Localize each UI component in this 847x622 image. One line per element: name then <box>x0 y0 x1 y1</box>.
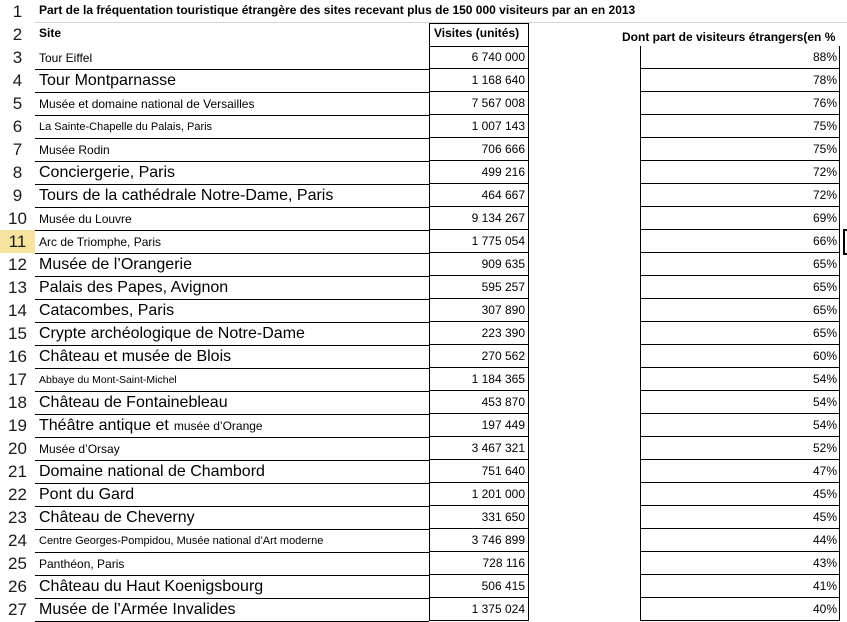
row-header[interactable]: 27 <box>0 598 35 621</box>
foreign-share-cell[interactable]: 60% <box>640 345 840 368</box>
site-cell[interactable]: Palais des Papes, Avignon <box>35 277 429 300</box>
visits-cell[interactable]: 6 740 000 <box>429 46 529 69</box>
foreign-share-cell[interactable]: 72% <box>640 184 840 207</box>
visits-cell[interactable]: 197 449 <box>429 414 529 437</box>
foreign-share-cell[interactable]: 45% <box>640 483 840 506</box>
row-header[interactable]: 24 <box>0 529 35 552</box>
row-header[interactable]: 11 <box>0 230 35 253</box>
row-header[interactable]: 25 <box>0 552 35 575</box>
site-cell[interactable]: Domaine national de Chambord <box>35 461 429 484</box>
row-header[interactable]: 8 <box>0 161 35 184</box>
site-cell[interactable] <box>35 415 429 438</box>
row-header[interactable]: 23 <box>0 506 35 529</box>
header-foreign-share[interactable]: Dont part de visiteurs étrangers(en % <box>622 30 836 44</box>
foreign-share-cell[interactable]: 43% <box>640 552 840 575</box>
visits-cell[interactable]: 595 257 <box>429 276 529 299</box>
foreign-share-cell[interactable]: 44% <box>640 529 840 552</box>
foreign-share-cell[interactable]: 78% <box>640 69 840 92</box>
foreign-share-cell[interactable]: 66% <box>640 230 840 253</box>
site-cell[interactable]: Musée de l’Armée Invalides <box>35 599 429 622</box>
row-header[interactable]: 12 <box>0 253 35 276</box>
row-header[interactable]: 10 <box>0 207 35 230</box>
visits-cell[interactable]: 1 168 640 <box>429 69 529 92</box>
site-cell[interactable]: Musée Rodin <box>35 139 429 162</box>
foreign-share-cell[interactable]: 69% <box>640 207 840 230</box>
row-header[interactable]: 20 <box>0 437 35 460</box>
row-header[interactable]: 21 <box>0 460 35 483</box>
visits-cell[interactable]: 751 640 <box>429 460 529 483</box>
foreign-share-cell[interactable]: 54% <box>640 414 840 437</box>
site-cell[interactable]: La Sainte-Chapelle du Palais, Paris <box>35 116 429 139</box>
row-header[interactable]: 17 <box>0 368 35 391</box>
row-header[interactable]: 4 <box>0 69 35 92</box>
row-header[interactable]: 3 <box>0 46 35 69</box>
visits-cell[interactable]: 270 562 <box>429 345 529 368</box>
site-cell[interactable]: Musée et domaine national de Versailles <box>35 93 429 116</box>
visits-cell[interactable]: 1 007 143 <box>429 115 529 138</box>
visits-cell[interactable]: 453 870 <box>429 391 529 414</box>
site-cell[interactable]: Abbaye du Mont-Saint-Michel <box>35 369 429 392</box>
visits-cell[interactable]: 499 216 <box>429 161 529 184</box>
site-cell[interactable]: Musée de l’Orangerie <box>35 254 429 277</box>
row-header[interactable]: 22 <box>0 483 35 506</box>
foreign-share-cell[interactable]: 54% <box>640 391 840 414</box>
foreign-share-cell[interactable]: 65% <box>640 276 840 299</box>
foreign-share-cell[interactable]: 54% <box>640 368 840 391</box>
site-cell[interactable]: Château du Haut Koenigsbourg <box>35 576 429 599</box>
visits-cell[interactable]: 3 746 899 <box>429 529 529 552</box>
row-header[interactable]: 16 <box>0 345 35 368</box>
site-cell-text: Théâtre antique et <box>39 417 169 434</box>
visits-cell[interactable]: 706 666 <box>429 138 529 161</box>
visits-cell[interactable]: 7 567 008 <box>429 92 529 115</box>
foreign-share-cell[interactable]: 65% <box>640 322 840 345</box>
foreign-share-cell[interactable]: 88% <box>640 46 840 69</box>
row-header[interactable]: 15 <box>0 322 35 345</box>
visits-cell[interactable]: 223 390 <box>429 322 529 345</box>
row-header[interactable]: 9 <box>0 184 35 207</box>
visits-cell[interactable]: 1 184 365 <box>429 368 529 391</box>
row-header[interactable]: 14 <box>0 299 35 322</box>
row-header[interactable]: 26 <box>0 575 35 598</box>
site-cell[interactable]: Musée d’Orsay <box>35 438 429 461</box>
site-cell[interactable]: Arc de Triomphe, Paris <box>35 231 429 254</box>
site-cell[interactable]: Château et musée de Blois <box>35 346 429 369</box>
foreign-share-cell[interactable]: 65% <box>640 299 840 322</box>
visits-cell[interactable]: 464 667 <box>429 184 529 207</box>
visits-cell[interactable]: 909 635 <box>429 253 529 276</box>
row-header[interactable]: 13 <box>0 276 35 299</box>
site-cell[interactable]: Centre Georges-Pompidou, Musée national d’Art moderne <box>35 530 429 553</box>
site-cell[interactable]: Crypte archéologique de Notre-Dame <box>35 323 429 346</box>
row-header[interactable]: 2 <box>0 23 35 46</box>
foreign-share-cell[interactable]: 41% <box>640 575 840 598</box>
visits-cell[interactable]: 1 775 054 <box>429 230 529 253</box>
visits-cell[interactable]: 307 890 <box>429 299 529 322</box>
foreign-share-cell[interactable]: 76% <box>640 92 840 115</box>
site-cell[interactable]: Château de Cheverny <box>35 507 429 530</box>
foreign-share-cell[interactable]: 47% <box>640 460 840 483</box>
foreign-share-cell[interactable]: 52% <box>640 437 840 460</box>
visits-cell[interactable]: 506 415 <box>429 575 529 598</box>
foreign-share-cell[interactable]: 40% <box>640 598 840 621</box>
site-cell[interactable]: Tour Eiffel <box>35 47 429 70</box>
site-cell[interactable]: Tour Montparnasse <box>35 70 429 93</box>
visits-cell[interactable]: 1 201 000 <box>429 483 529 506</box>
row-header[interactable]: 7 <box>0 138 35 161</box>
foreign-share-cell[interactable]: 65% <box>640 253 840 276</box>
visits-cell[interactable]: 728 116 <box>429 552 529 575</box>
row-header[interactable]: 18 <box>0 391 35 414</box>
visits-cell[interactable]: 3 467 321 <box>429 437 529 460</box>
foreign-share-cell[interactable]: 72% <box>640 161 840 184</box>
site-cell[interactable]: Château de Fontainebleau <box>35 392 429 415</box>
selected-cell-edge <box>843 229 847 255</box>
site-cell[interactable]: Conciergerie, Paris <box>35 162 429 185</box>
visits-cell[interactable]: 9 134 267 <box>429 207 529 230</box>
row-header[interactable]: 5 <box>0 92 35 115</box>
visits-cell[interactable]: 1 375 024 <box>429 598 529 621</box>
foreign-share-cell[interactable]: 75% <box>640 115 840 138</box>
sheet-title[interactable]: Part de la fréquentation touristique étrangère des sites recevant plus de 150 000 visiteurs par an en 2013 <box>39 3 636 17</box>
site-cell[interactable]: Catacombes, Paris <box>35 300 429 323</box>
row-header[interactable]: 6 <box>0 115 35 138</box>
visits-cell[interactable]: 331 650 <box>429 506 529 529</box>
row-header[interactable]: 1 <box>0 0 35 23</box>
foreign-share-cell[interactable]: 45% <box>640 506 840 529</box>
site-cell[interactable]: Musée du Louvre <box>35 208 429 231</box>
header-visits[interactable]: Visites (unités) <box>429 23 529 47</box>
header-site[interactable]: Site <box>39 26 62 40</box>
row-header[interactable]: 19 <box>0 414 35 437</box>
site-cell[interactable]: Pont du Gard <box>35 484 429 507</box>
foreign-share-cell[interactable]: 75% <box>640 138 840 161</box>
site-cell[interactable]: Tours de la cathédrale Notre-Dame, Paris <box>35 185 429 208</box>
site-cell-text-part2: musée d’Orange <box>173 419 263 433</box>
site-cell[interactable]: Panthéon, Paris <box>35 553 429 576</box>
